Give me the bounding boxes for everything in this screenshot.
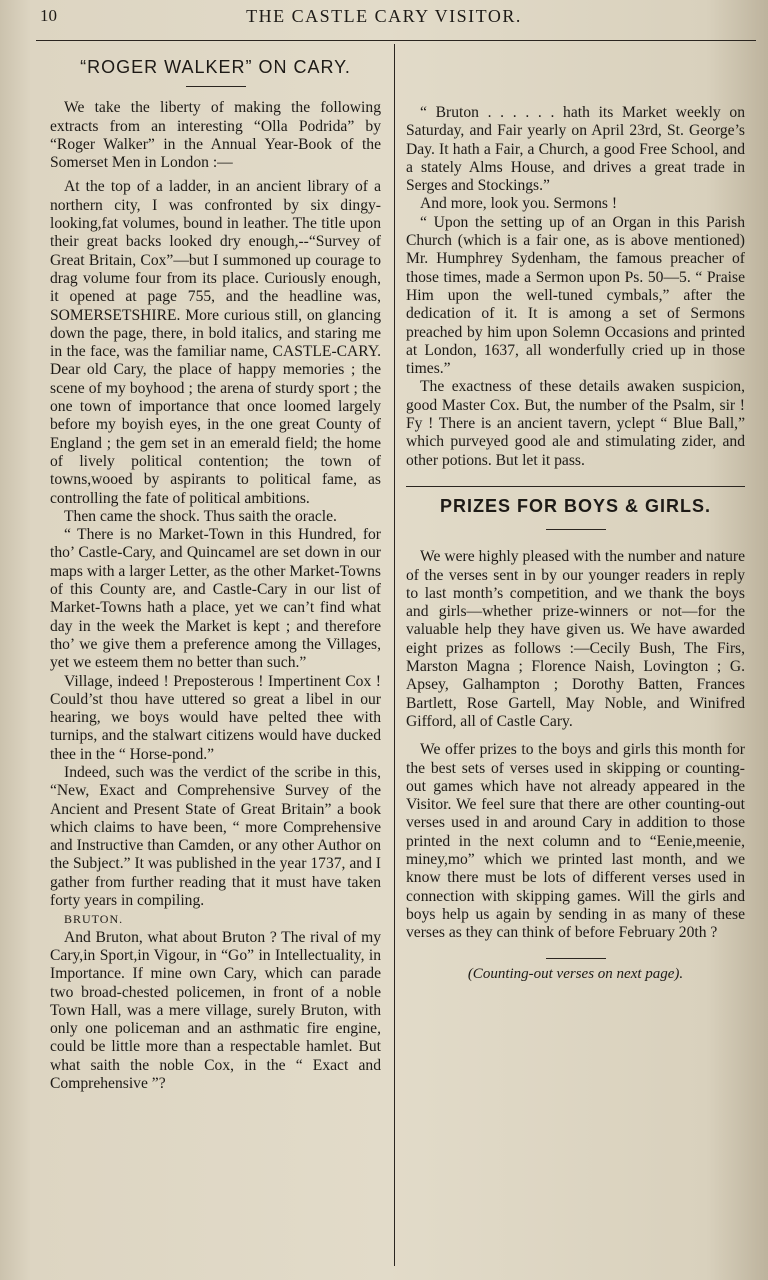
page-header bbox=[0, 4, 768, 34]
article-paragraph: And Bruton, what about Bruton ? The rival of my Cary,in Sport,in Vigour, in “Go” in Intellectuality, in Importance. If mine own Cary, which can parade two broad-chested policemen, in front of a noble Town Hall, was a mere village, surely Bruton, with only one policeman and an asthmatic fire engine, could be little more than a respectable hamlet. But what saith the noble Cox, in the “ Exact and Comprehensive ”? bbox=[50, 928, 381, 1093]
article-paragraph: Then came the shock. Thus saith the oracle. bbox=[64, 507, 337, 525]
article-paragraph: We were highly pleased with the number and nature of the verses sent in by our younger readers in reply to last month’s competition, and we thank the boys and girls—whether prize-winners or not—for the valuable help they have given us. We have awarded eight prizes as follows :—Cecily Bush, The Firs, Marston Magna ; Florence Naish, Lovington ; G. Apsey, Galhampton ; Dorothy Batten, Frances Bartlett, Rose Gartell, May Noble, and Winifred Gifford, all of Castle Cary. bbox=[406, 548, 745, 730]
article-paragraph: “ There is no Market-Town in this Hundred, for tho’ Castle-Cary, and Quincamel are set down in our maps with a larger Letter, as the other Market-Towns of this County are, and Castle-Cary in our list of Market-Towns hath a place, yet we can’t find what day in the week the Market is kept ; and therefore tho’ we give them a preference among the Villages, yet we esteem them no better than such.” bbox=[50, 526, 381, 672]
article-paragraph: “ Bruton . . . . . . hath its Market weekly on Saturday, and Fair yearly on April 23rd, St. George’s Day. It hath a Fair, a Church, a good Free School, and a stately Alms House, and drives a great trade in Serges and Stockings.” bbox=[406, 104, 745, 195]
section-rule bbox=[406, 486, 745, 487]
title-rule bbox=[546, 529, 606, 530]
subhead-bruton: BRUTON. bbox=[64, 912, 124, 927]
running-title: THE CASTLE CARY VISITOR. bbox=[246, 6, 522, 26]
article-paragraph: And more, look you. Sermons ! bbox=[420, 195, 618, 213]
article-title-prizes: PRIZES FOR BOYS & GIRLS. bbox=[439, 495, 712, 516]
column-divider bbox=[394, 44, 395, 1266]
article-paragraph: We take the liberty of making the following extracts from an interesting “Olla Podrida” by “Roger Walker” in the Annual Year-Book of the Somerset Men in London :— bbox=[50, 99, 381, 172]
left-column bbox=[50, 44, 381, 1260]
closing-rule bbox=[546, 958, 606, 959]
article-title-roger-walker: “ROGER WALKER” ON CARY. bbox=[80, 57, 351, 77]
header-rule bbox=[36, 40, 756, 41]
article-paragraph: We offer prizes to the boys and girls this month for the best sets of verses used in skipping or counting-out games which have not already appeared in the Visitor. We feel sure that there are other counting-out verses used in and around Cary in addition to those printed in the next column and to “Eenie,meenie, miney,mo” which we printed last month, and we know there must be lots of different verses used in connection with skipping games. Will the girls and boys help us again by sending in as many of these verses as they can think of before February 20th ? bbox=[406, 741, 745, 942]
article-paragraph: “ Upon the setting up of an Organ in this Parish Church (which is a fair one, as is above mentioned) Mr. Humphrey Sydenham, the famous preacher of those times, made a Sermon upon Ps. 50—5. “ Praise Him upon the well-tuned cymbals,” after the dedication of it. It is among a set of Sermons preached by him upon Solemn Occasions and printed at London, 1637, all wonderfully cried up in those times.” bbox=[406, 213, 745, 378]
article-paragraph: The exactness of these details awaken suspicion, good Master Cox. But, the number of the Psalm, sir ! Fy ! There is an ancient tavern, yclept “ Blue Ball,” which purveyed good ale and stimulating zider, and other potions. But let it pass. bbox=[406, 378, 745, 469]
article-paragraph: Village, indeed ! Preposterous ! Impertinent Cox ! Could’st thou have uttered so great a libel in our hearing, we boys would have pelted thee with turnips, and the stalwart citizens would have ducked thee in the “ Horse-pond.” bbox=[50, 672, 381, 763]
right-column bbox=[406, 44, 745, 1260]
footnote-next-page: (Counting-out verses on next page). bbox=[467, 966, 684, 983]
page-number: 10 bbox=[40, 6, 57, 25]
title-rule bbox=[186, 86, 246, 87]
article-paragraph: Indeed, such was the verdict of the scribe in this, “New, Exact and Comprehensive Survey of the Ancient and Present State of Great Britain” a book which claims to have been, “ more Comprehensive and Instructive than Camden, or any other Author on the Subject.” It was published in the year 1737, and I gather from further reading that it must have taken forty years in compiling. bbox=[50, 763, 381, 910]
article-paragraph: At the top of a ladder, in an ancient library of a northern city, I was confronted by six dingy-looking,fat volumes, bound in leather. The title upon their great backs looked dry enough,--“Survey of Great Britain, Cox”—but I summoned up courage to drag volume four from its place. Curiously enough, it opened at page 755, and the headline was, SOMERSETSHIRE. More curious still, on glancing down the page, there, in bold italics, and staring me in the face, was the familiar name, CASTLE-CARY. Dear old Cary, the place of happy memories ; the scene of my boyhood ; the arena of sturdy sport ; the one town of importance that once loomed largely before my boyish eyes, in the one great County of England ; the gem set in an emerald field; the home of lively political contention; the town of towns,wooed by aspirants to political fame, as controlling the fate of political ambitions. bbox=[50, 178, 381, 507]
